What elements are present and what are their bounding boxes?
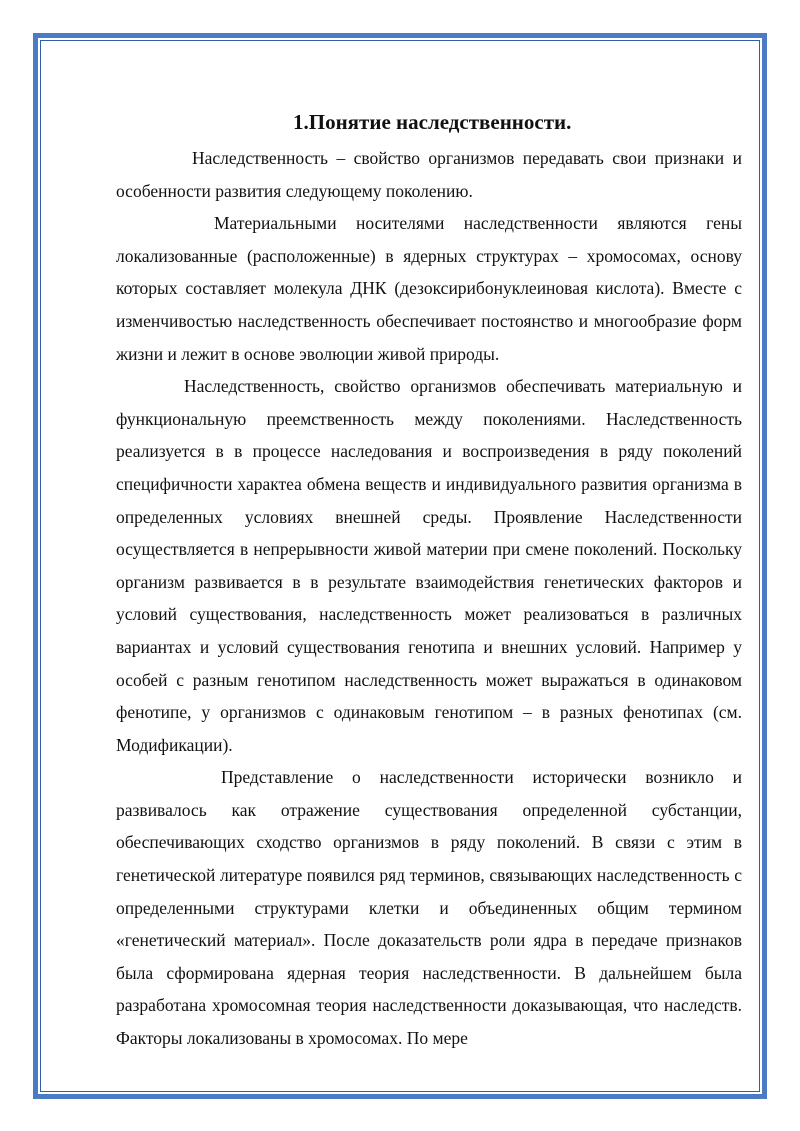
page-title: 1.Понятие наследственности. <box>293 110 572 134</box>
paragraph-continuity: Наследственность, свойство организмов обеспечивать материальную и функциональную преемственность между поколениями. Наследственность реализуется в в процессе наследования и воспроизведения в ряду поколений специфичности характеа обмена веществ и индивидуального развития организма в определенных условиях внешней среды. Проявление Наследственности осуществляется в непрерывности живой материи при смене поколений. Поскольку организм развивается в в результате взаимодействия генетических факторов и условий существования, наследственность может реализоваться в различных вариантах и условий существования генотипа и внешних условий. Например у особей с разным генотипом наследственность может выражаться в одинаковом фенотипе, у организмов с одинаковым генотипом – в разных фенотипах (см. Модификации). <box>116 376 742 755</box>
paragraph-history: Представление о наследственности исторически возникло и развивалось как отражение существования определенной субстанции, обеспечивающих сходство организмов в ряду поколений. В связи с этим в генетической литературе появился ряд терминов, связывающих наследственность с определенными структурами клетки и объединенных общим термином «генетический материал». После доказательств роли ядра в передаче признаков была сформирована ядерная теория наследственности. В дальнейшем была разработана хромосомная теория наследственности доказывающая, что наследств. Факторы локализованы в хромосомах. По мере <box>116 767 742 1049</box>
paragraph-genes: Материальными носителями наследственности являются гены локализованные (расположенные) в ядерных структурах – хромосомах, основу которых составляет молекула ДНК (дезоксирибонуклеиновая кислота). Вместе с изменчивостью наследственность обеспечивает постоянство и многообразие форм жизни и лежит в основе эволюции живой природы. <box>116 213 742 364</box>
paragraph-definition: Наследственность – свойство организмов передавать свои признаки и особенности развития следующему поколению. <box>116 148 742 201</box>
document-body <box>116 104 742 1055</box>
